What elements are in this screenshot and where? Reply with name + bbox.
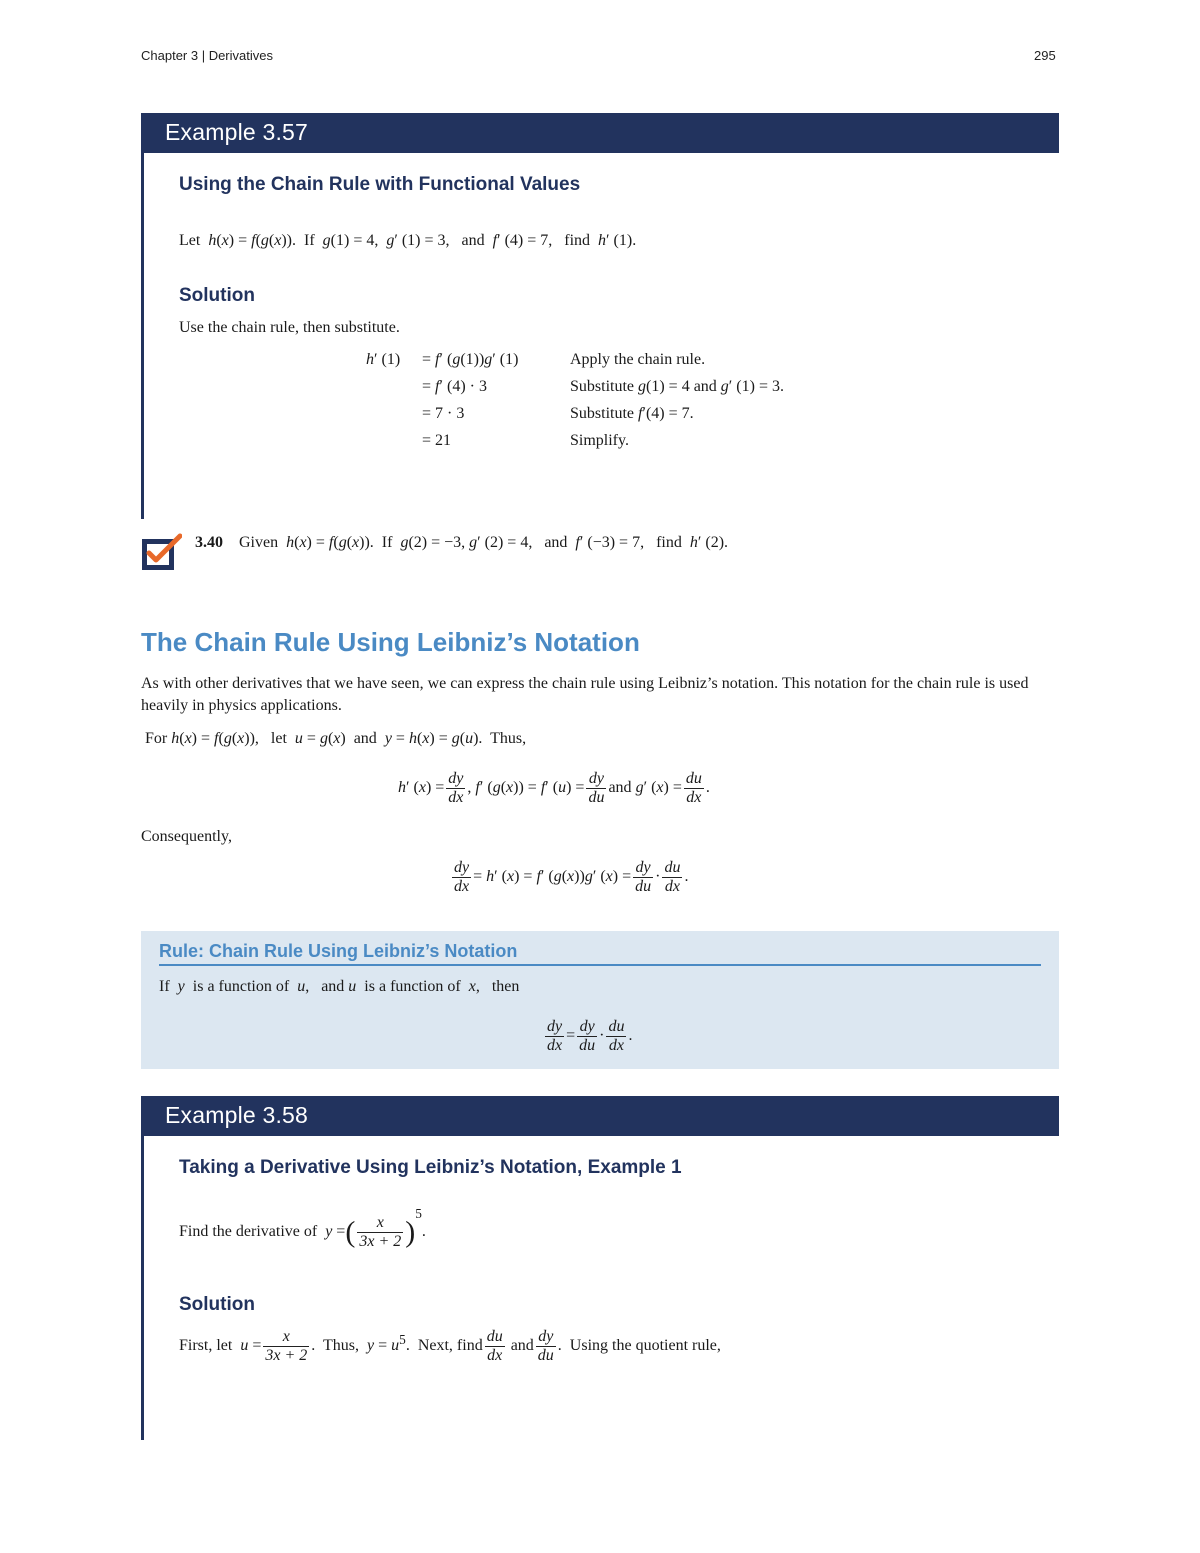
section-title: The Chain Rule Using Leibniz’s Notation bbox=[141, 627, 640, 657]
example-left-rule bbox=[141, 1136, 144, 1440]
next-find-text: Next, find bbox=[417, 1337, 483, 1355]
derivative-definitions: h′ (x) = $\frac{dy}{dx}$ , f′ (g(x)) = f′ (u) = $\frac{dy}{du}$ and g′ (x) = $\frac{du}{dx}$ . bbox=[398, 770, 710, 806]
find-text: Find the derivative of bbox=[179, 1223, 318, 1241]
solution-intro: Use the chain rule, then substitute. bbox=[179, 319, 400, 336]
page-number: 295 bbox=[1034, 48, 1056, 63]
step-expr: = f′ (g(1))g′ (1) bbox=[422, 350, 519, 368]
chapter-header: Chapter 3 | Derivatives bbox=[141, 48, 273, 63]
leibniz-equation: $\frac{dy}{dx}$ = h′ (x) = f′ (g(x))g′ (x) = $\frac{dy}{du}$ · $\frac{du}{dx}$ . bbox=[454, 859, 689, 895]
checkpoint-text: 3.40 Given h(x) = f(g(x)). If g(2) = −3, g′ (2) = 4, and f′ (−3) = 7, find h′ (2). bbox=[195, 534, 729, 551]
step-row bbox=[366, 427, 784, 454]
step-note: Substitute g(1) = 4 and g′ (1) = 3. bbox=[570, 377, 784, 395]
thus-text: Thus, bbox=[323, 1337, 359, 1355]
section-intro: As with other derivatives that we have seen, we can express the chain rule using Leibniz’s notation. This notation for the chain rule is used heavily in physics applications. bbox=[141, 675, 1029, 714]
checkpoint-icon bbox=[140, 532, 182, 572]
step-expr: = f′ (4) · 3 bbox=[422, 377, 487, 395]
step-note: Substitute f′(4) = 7. bbox=[570, 404, 694, 422]
step-row bbox=[366, 373, 784, 400]
example-left-rule bbox=[141, 153, 144, 519]
solution-heading: Solution bbox=[179, 1294, 255, 1315]
example-problem: Find the derivative of y =( $\frac{x}{3x + 2}$ )$^5$. bbox=[179, 1205, 426, 1250]
rule-equation: $\frac{dy}{dx}$ = $\frac{dy}{du}$ · $\frac{du}{dx}$ . bbox=[547, 1018, 633, 1054]
example-label: Example 3.57 bbox=[165, 119, 309, 145]
solution-heading: Solution bbox=[179, 285, 255, 306]
rule-title: Rule: Chain Rule Using Leibniz’s Notation bbox=[159, 941, 518, 961]
example-title: Taking a Derivative Using Leibniz’s Notation, Example 1 bbox=[179, 1157, 682, 1178]
solution-steps bbox=[366, 346, 784, 454]
example-problem: Let h(x) = f(g(x)). If g(1) = 4, g′ (1) = 3, and f′ (4) = 7, find h′ (1). bbox=[179, 232, 637, 249]
step-note: Apply the chain rule. bbox=[570, 350, 706, 368]
quotient-text: Using the quotient rule, bbox=[569, 1337, 721, 1355]
example-3-57-banner bbox=[141, 113, 1059, 153]
solution-first-line: First, let u = $\frac{x}{3x + 2}$ . Thus, $y = u^5$. Next, find $\frac{du}{dx}$ and $\frac{dy}{du}$ . Using the quotient rule, bbox=[179, 1328, 721, 1364]
consequently-text: Consequently, bbox=[141, 828, 232, 845]
step-lhs: h′ (1) bbox=[366, 350, 401, 368]
example-3-58-banner bbox=[141, 1096, 1059, 1136]
rule-underline bbox=[159, 964, 1041, 966]
and-text: and bbox=[510, 1337, 534, 1355]
checkpoint-number: 3.40 bbox=[195, 534, 223, 551]
example-title: Using the Chain Rule with Functional Values bbox=[179, 174, 581, 195]
example-label: Example 3.58 bbox=[165, 1102, 309, 1128]
step-expr: = 7 · 3 bbox=[422, 404, 465, 422]
step-row bbox=[366, 400, 784, 427]
rule-statement: If y is a function of u, and u is a function of x, then bbox=[159, 978, 520, 995]
first-let-text: First, let bbox=[179, 1337, 233, 1355]
for-line: For h(x) = f(g(x)), let u = g(x) and y = h(x) = g(u). Thus, bbox=[145, 730, 527, 747]
step-expr: = 21 bbox=[422, 431, 452, 449]
step-note: Simplify. bbox=[570, 431, 629, 449]
step-row bbox=[366, 346, 784, 373]
